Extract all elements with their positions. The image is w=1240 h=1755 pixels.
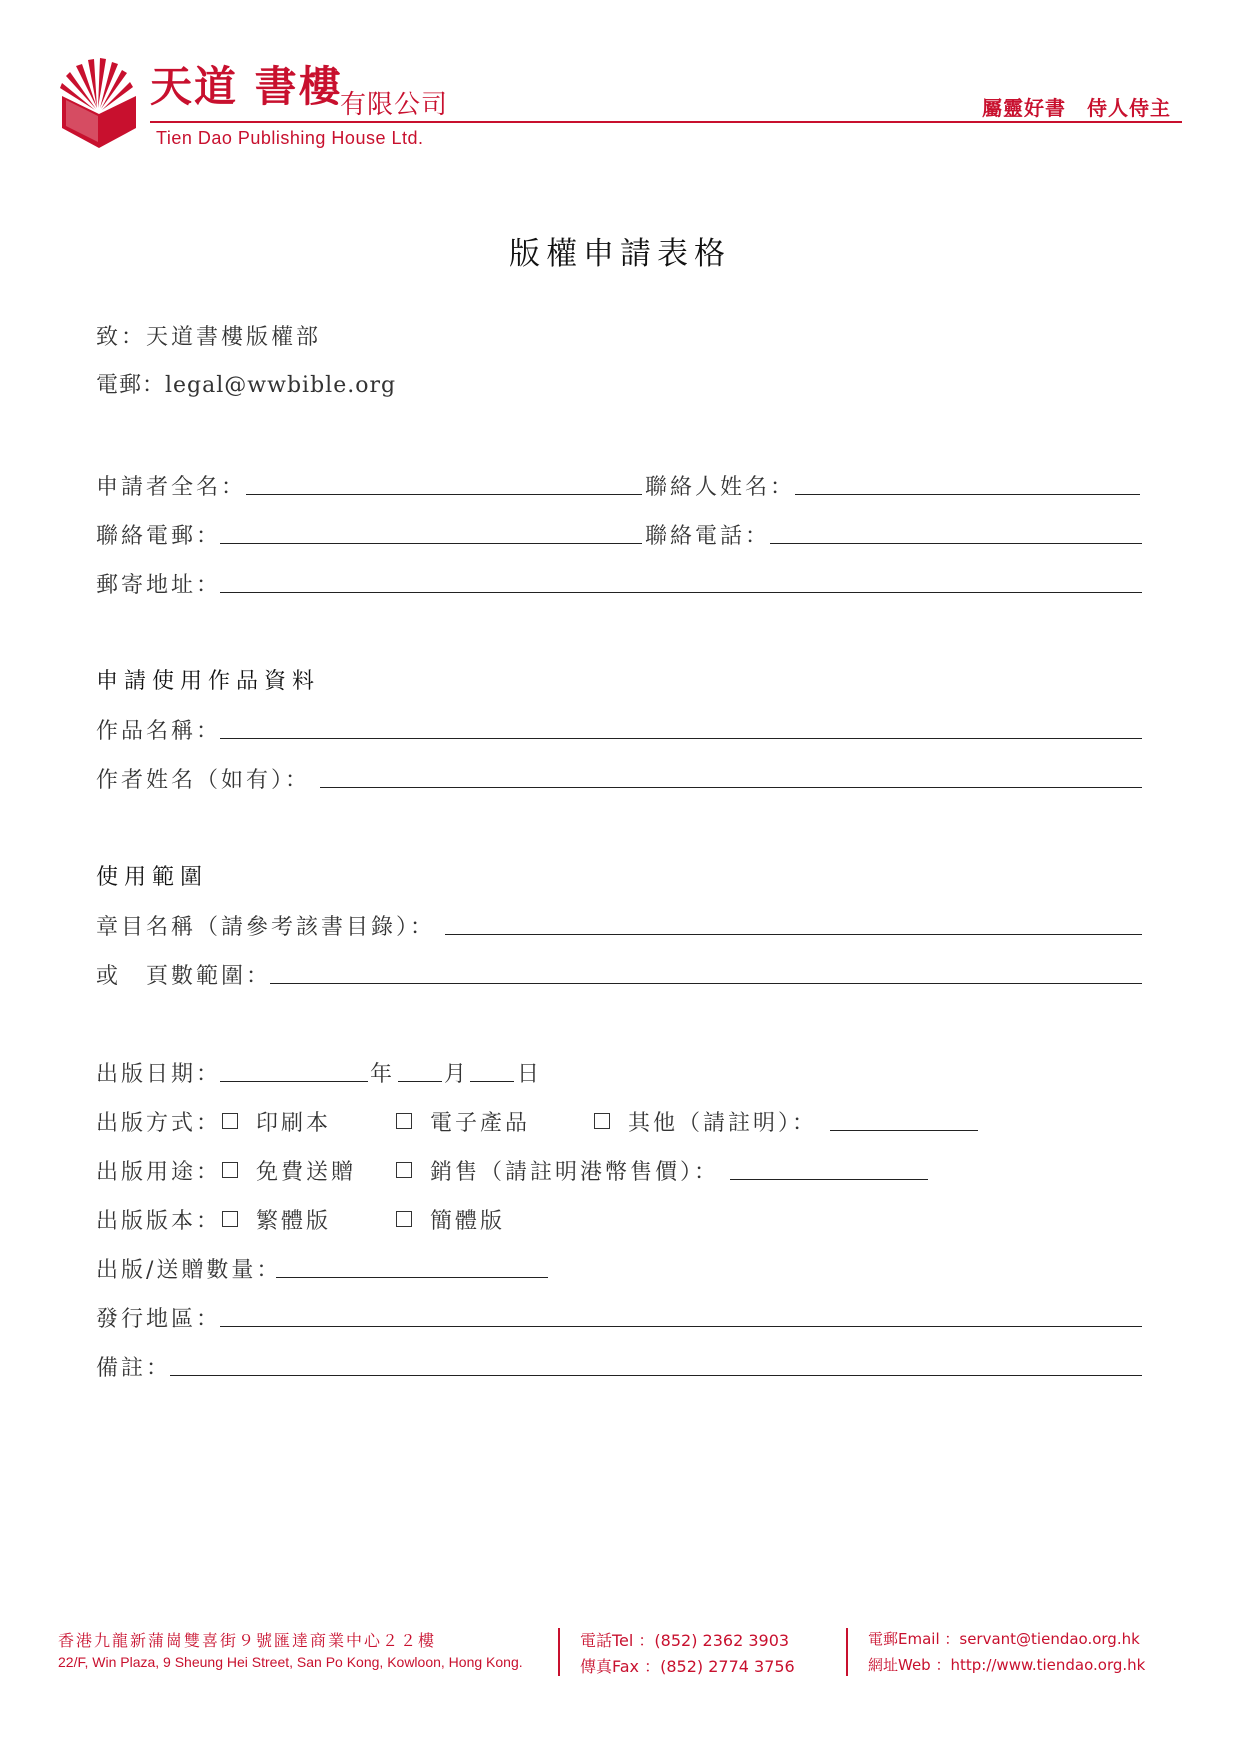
author-field[interactable]: [320, 787, 1142, 788]
work-title-field[interactable]: [220, 738, 1142, 739]
checkbox[interactable]: [222, 1162, 238, 1178]
pub-purpose-label: 出版用途：: [96, 1160, 222, 1185]
year-label: 年: [370, 1062, 396, 1087]
purpose-option-free[interactable]: 免費送贈: [222, 1155, 356, 1186]
author-label: 作者姓名（如有）：: [96, 768, 311, 793]
footer-address-en: 22/F, Win Plaza, 9 Sheung Hei Street, San Po Kong, Kowloon, Hong Kong.: [58, 1654, 523, 1670]
method-option-other[interactable]: 其他（請註明）：: [594, 1106, 817, 1137]
footer-address-cn: 香港九龍新蒲崗雙喜街９號匯達商業中心２２樓: [58, 1631, 437, 1650]
page-title: 版權申請表格: [509, 236, 731, 272]
pub-month-field[interactable]: [398, 1081, 442, 1082]
full-name-field[interactable]: [246, 494, 642, 495]
pub-edition-label: 出版版本：: [96, 1209, 222, 1234]
contact-email-field[interactable]: [220, 543, 642, 544]
remarks-field[interactable]: [170, 1375, 1142, 1376]
chapter-label: 章目名稱（請參考該書目錄）：: [96, 915, 436, 940]
region-field[interactable]: [220, 1326, 1142, 1327]
edition-option-simplified[interactable]: 簡體版: [396, 1204, 505, 1235]
day-label: 日: [517, 1062, 543, 1087]
email-line: 電郵：legal@wwbible.org: [96, 373, 397, 398]
page-range-label: 或 頁數範圍：: [96, 964, 272, 989]
region-label: 發行地區：: [96, 1307, 222, 1332]
scope-section-heading: 使用範圍: [96, 865, 209, 890]
header-rule: [150, 121, 1182, 123]
checkbox[interactable]: [222, 1211, 238, 1227]
method-option-electronic[interactable]: 電子產品: [396, 1106, 530, 1137]
footer-divider: [846, 1628, 848, 1676]
purpose-option-sale[interactable]: 銷售（請註明港幣售價）：: [396, 1155, 719, 1186]
contact-name-label: 聯絡人姓名：: [645, 475, 796, 500]
work-title-label: 作品名稱：: [96, 719, 222, 744]
slogan: 屬靈好書 侍人侍主: [982, 96, 1171, 120]
checkbox[interactable]: [594, 1113, 610, 1129]
footer-tel: 電話Tel ：(852) 2362 3903: [580, 1631, 790, 1650]
contact-name-field[interactable]: [795, 494, 1140, 495]
checkbox[interactable]: [396, 1113, 412, 1129]
pub-date-label: 出版日期：: [96, 1062, 222, 1087]
brand-name-en: Tien Dao Publishing House Ltd.: [156, 128, 424, 148]
address-field[interactable]: [220, 592, 1142, 593]
checkbox[interactable]: [396, 1211, 412, 1227]
month-label: 月: [444, 1062, 470, 1087]
page-range-field[interactable]: [270, 983, 1142, 984]
footer-web[interactable]: 網址Web ：http://www.tiendao.org.hk: [868, 1656, 1146, 1674]
quantity-field[interactable]: [276, 1277, 548, 1278]
contact-phone-field[interactable]: [770, 543, 1142, 544]
address-label: 郵寄地址：: [96, 573, 222, 598]
footer-divider: [558, 1628, 560, 1676]
edition-option-traditional[interactable]: 繁體版: [222, 1204, 331, 1235]
logo-icon: [58, 58, 140, 150]
pub-day-field[interactable]: [470, 1081, 514, 1082]
full-name-label: 申請者全名：: [96, 475, 247, 500]
pub-method-label: 出版方式：: [96, 1111, 222, 1136]
chapter-field[interactable]: [445, 934, 1142, 935]
remarks-label: 備註：: [96, 1356, 172, 1381]
brand-suffix: 有限公司: [340, 90, 449, 120]
checkbox[interactable]: [396, 1162, 412, 1178]
pub-year-field[interactable]: [220, 1081, 368, 1082]
quantity-label: 出版/送贈數量：: [96, 1258, 282, 1283]
footer-email[interactable]: 電郵Email ：servant@tiendao.org.hk: [868, 1630, 1140, 1648]
footer-fax: 傳真Fax ：(852) 2774 3756: [580, 1657, 795, 1676]
method-other-field[interactable]: [830, 1130, 978, 1131]
recipient-line: 致：天道書樓版權部: [96, 325, 322, 350]
method-option-print[interactable]: 印刷本: [222, 1106, 331, 1137]
contact-email-label: 聯絡電郵：: [96, 524, 222, 549]
brand-name-cn: 天道 書樓: [150, 62, 343, 111]
contact-phone-label: 聯絡電話：: [645, 524, 771, 549]
sale-price-field[interactable]: [730, 1179, 928, 1180]
checkbox[interactable]: [222, 1113, 238, 1129]
work-section-heading: 申請使用作品資料: [96, 669, 321, 694]
